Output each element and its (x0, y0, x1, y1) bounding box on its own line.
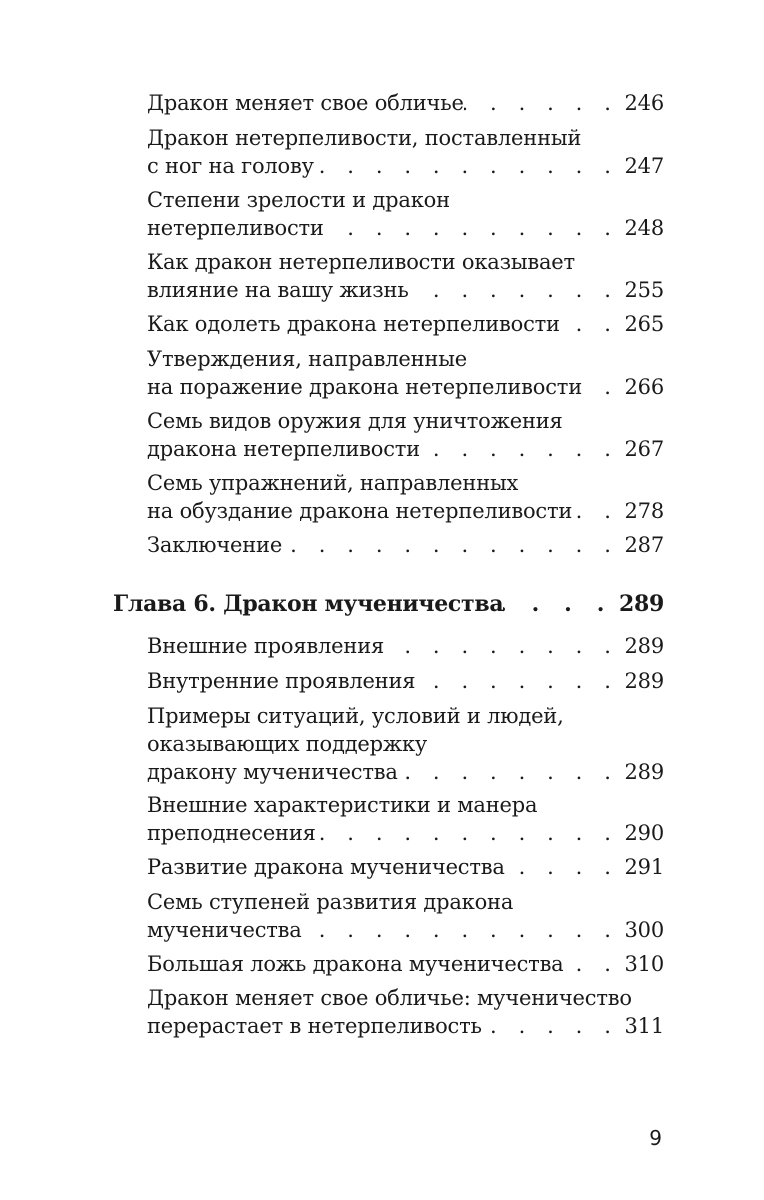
toc-entry-title: дракону мученичества (147, 760, 398, 784)
toc-entry (147, 702, 664, 786)
toc-entry-title: мученичества (147, 918, 302, 942)
toc-entry-title: Утверждения, направленные (147, 347, 467, 371)
toc-entry-title: Примеры ситуаций, условий и людей, (147, 704, 564, 728)
toc-entry-title: на поражение дракона нетерпеливости (147, 375, 583, 399)
toc-entry-title: Семь видов оружия для уничтожения (147, 409, 563, 433)
toc-entry-title: Как дракон нетерпеливости оказывает (147, 250, 575, 274)
toc-entry-title: влияние на вашу жизнь (147, 278, 409, 302)
toc-entry-title: Степени зрелости и дракон (147, 188, 450, 212)
toc-entry-title: Большая ложь дракона мученичества (147, 952, 564, 976)
toc-leader-dots (482, 1012, 625, 1040)
toc-entry-title: с ног на голову (147, 154, 314, 178)
toc-leader-dots (464, 89, 625, 117)
chapter-title: Глава 6. Дракон мученичества (113, 591, 504, 617)
toc-page-number: 247 (624, 154, 664, 178)
toc-leader-dots (505, 853, 625, 881)
toc-entry (147, 632, 664, 660)
toc-page-number: 289 (624, 760, 664, 784)
toc-page-number: 300 (624, 918, 664, 942)
toc-entry (147, 950, 664, 978)
toc-entry-title: Развитие дракона мученичества (147, 855, 505, 879)
toc-entry (147, 469, 664, 525)
toc-leader-dots (415, 667, 624, 695)
toc-page-number: 246 (624, 91, 664, 115)
toc-entry (147, 89, 664, 117)
toc-entry (147, 186, 664, 242)
toc-entry-title: Дракон меняет свое обличье (147, 91, 464, 115)
toc-entry (147, 667, 664, 695)
toc-entry (147, 407, 664, 463)
chapter-page-number: 289 (618, 591, 664, 617)
toc-leader-dots (572, 497, 624, 525)
toc-entry-title: Дракон нетерпеливости, поставленный (147, 126, 582, 150)
toc-page-number: 255 (624, 278, 664, 302)
toc-page-number: 291 (624, 855, 664, 879)
toc-leader-dots (560, 310, 625, 338)
toc-entry-title: перерастает в нетерпеливость (147, 1014, 482, 1038)
toc-page-number: 278 (624, 499, 664, 523)
toc-entry-title: нетерпеливости (147, 216, 324, 240)
toc-leader-dots (398, 758, 625, 786)
toc-entry-title: Заключение (147, 533, 283, 557)
page-number: 9 (649, 1126, 662, 1150)
toc-page-number: 289 (624, 669, 664, 693)
toc-entry-title: Дракон меняет свое обличье: мученичество (147, 986, 632, 1010)
toc-entry-title: преподнесения (147, 821, 316, 845)
toc-page-number: 265 (624, 312, 664, 336)
toc-leader-dots (503, 590, 619, 618)
toc-page-number: 290 (624, 821, 664, 845)
toc-entry (147, 310, 664, 338)
toc-leader-dots (384, 632, 624, 660)
toc-entry-title: на обуздание дракона нетерпеливости (147, 499, 573, 523)
toc-page-number: 266 (624, 375, 664, 399)
toc-entry-title: Внутренние проявления (147, 669, 416, 693)
toc-entry (147, 248, 664, 304)
toc-entry-title: Семь упражнений, направленных (147, 471, 519, 495)
toc-leader-dots (409, 276, 625, 304)
toc-leader-dots (282, 531, 624, 559)
toc-entry-title: Внешние проявления (147, 634, 385, 658)
toc-leader-dots (314, 152, 625, 180)
toc-page-number: 310 (624, 952, 664, 976)
toc-page-number: 289 (624, 634, 664, 658)
toc-entry (147, 888, 664, 944)
toc-page-number: 311 (624, 1014, 664, 1038)
toc-leader-dots (564, 950, 625, 978)
toc-entry (147, 124, 664, 180)
toc-entry (147, 791, 664, 847)
toc-entry (147, 345, 664, 401)
toc-entry-title: дракона нетерпеливости (147, 437, 420, 461)
toc-entry (147, 531, 664, 559)
chapter-heading (113, 590, 664, 618)
toc-entry (147, 853, 664, 881)
toc-leader-dots (324, 214, 625, 242)
toc-page-number: 287 (624, 533, 664, 557)
toc-entry (147, 984, 664, 1040)
toc-leader-dots (302, 916, 625, 944)
toc-page-number: 248 (624, 216, 664, 240)
toc-leader-dots (316, 819, 625, 847)
toc-leader-dots (582, 373, 625, 401)
toc-entry-title: Семь ступеней развития дракона (147, 890, 514, 914)
toc-leader-dots (420, 435, 625, 463)
toc-entry-title: оказывающих поддержку (147, 732, 428, 756)
toc-entry-title: Как одолеть дракона нетерпеливости (147, 312, 560, 336)
toc-entry-title: Внешние характеристики и манера (147, 793, 538, 817)
toc-page-number: 267 (624, 437, 664, 461)
